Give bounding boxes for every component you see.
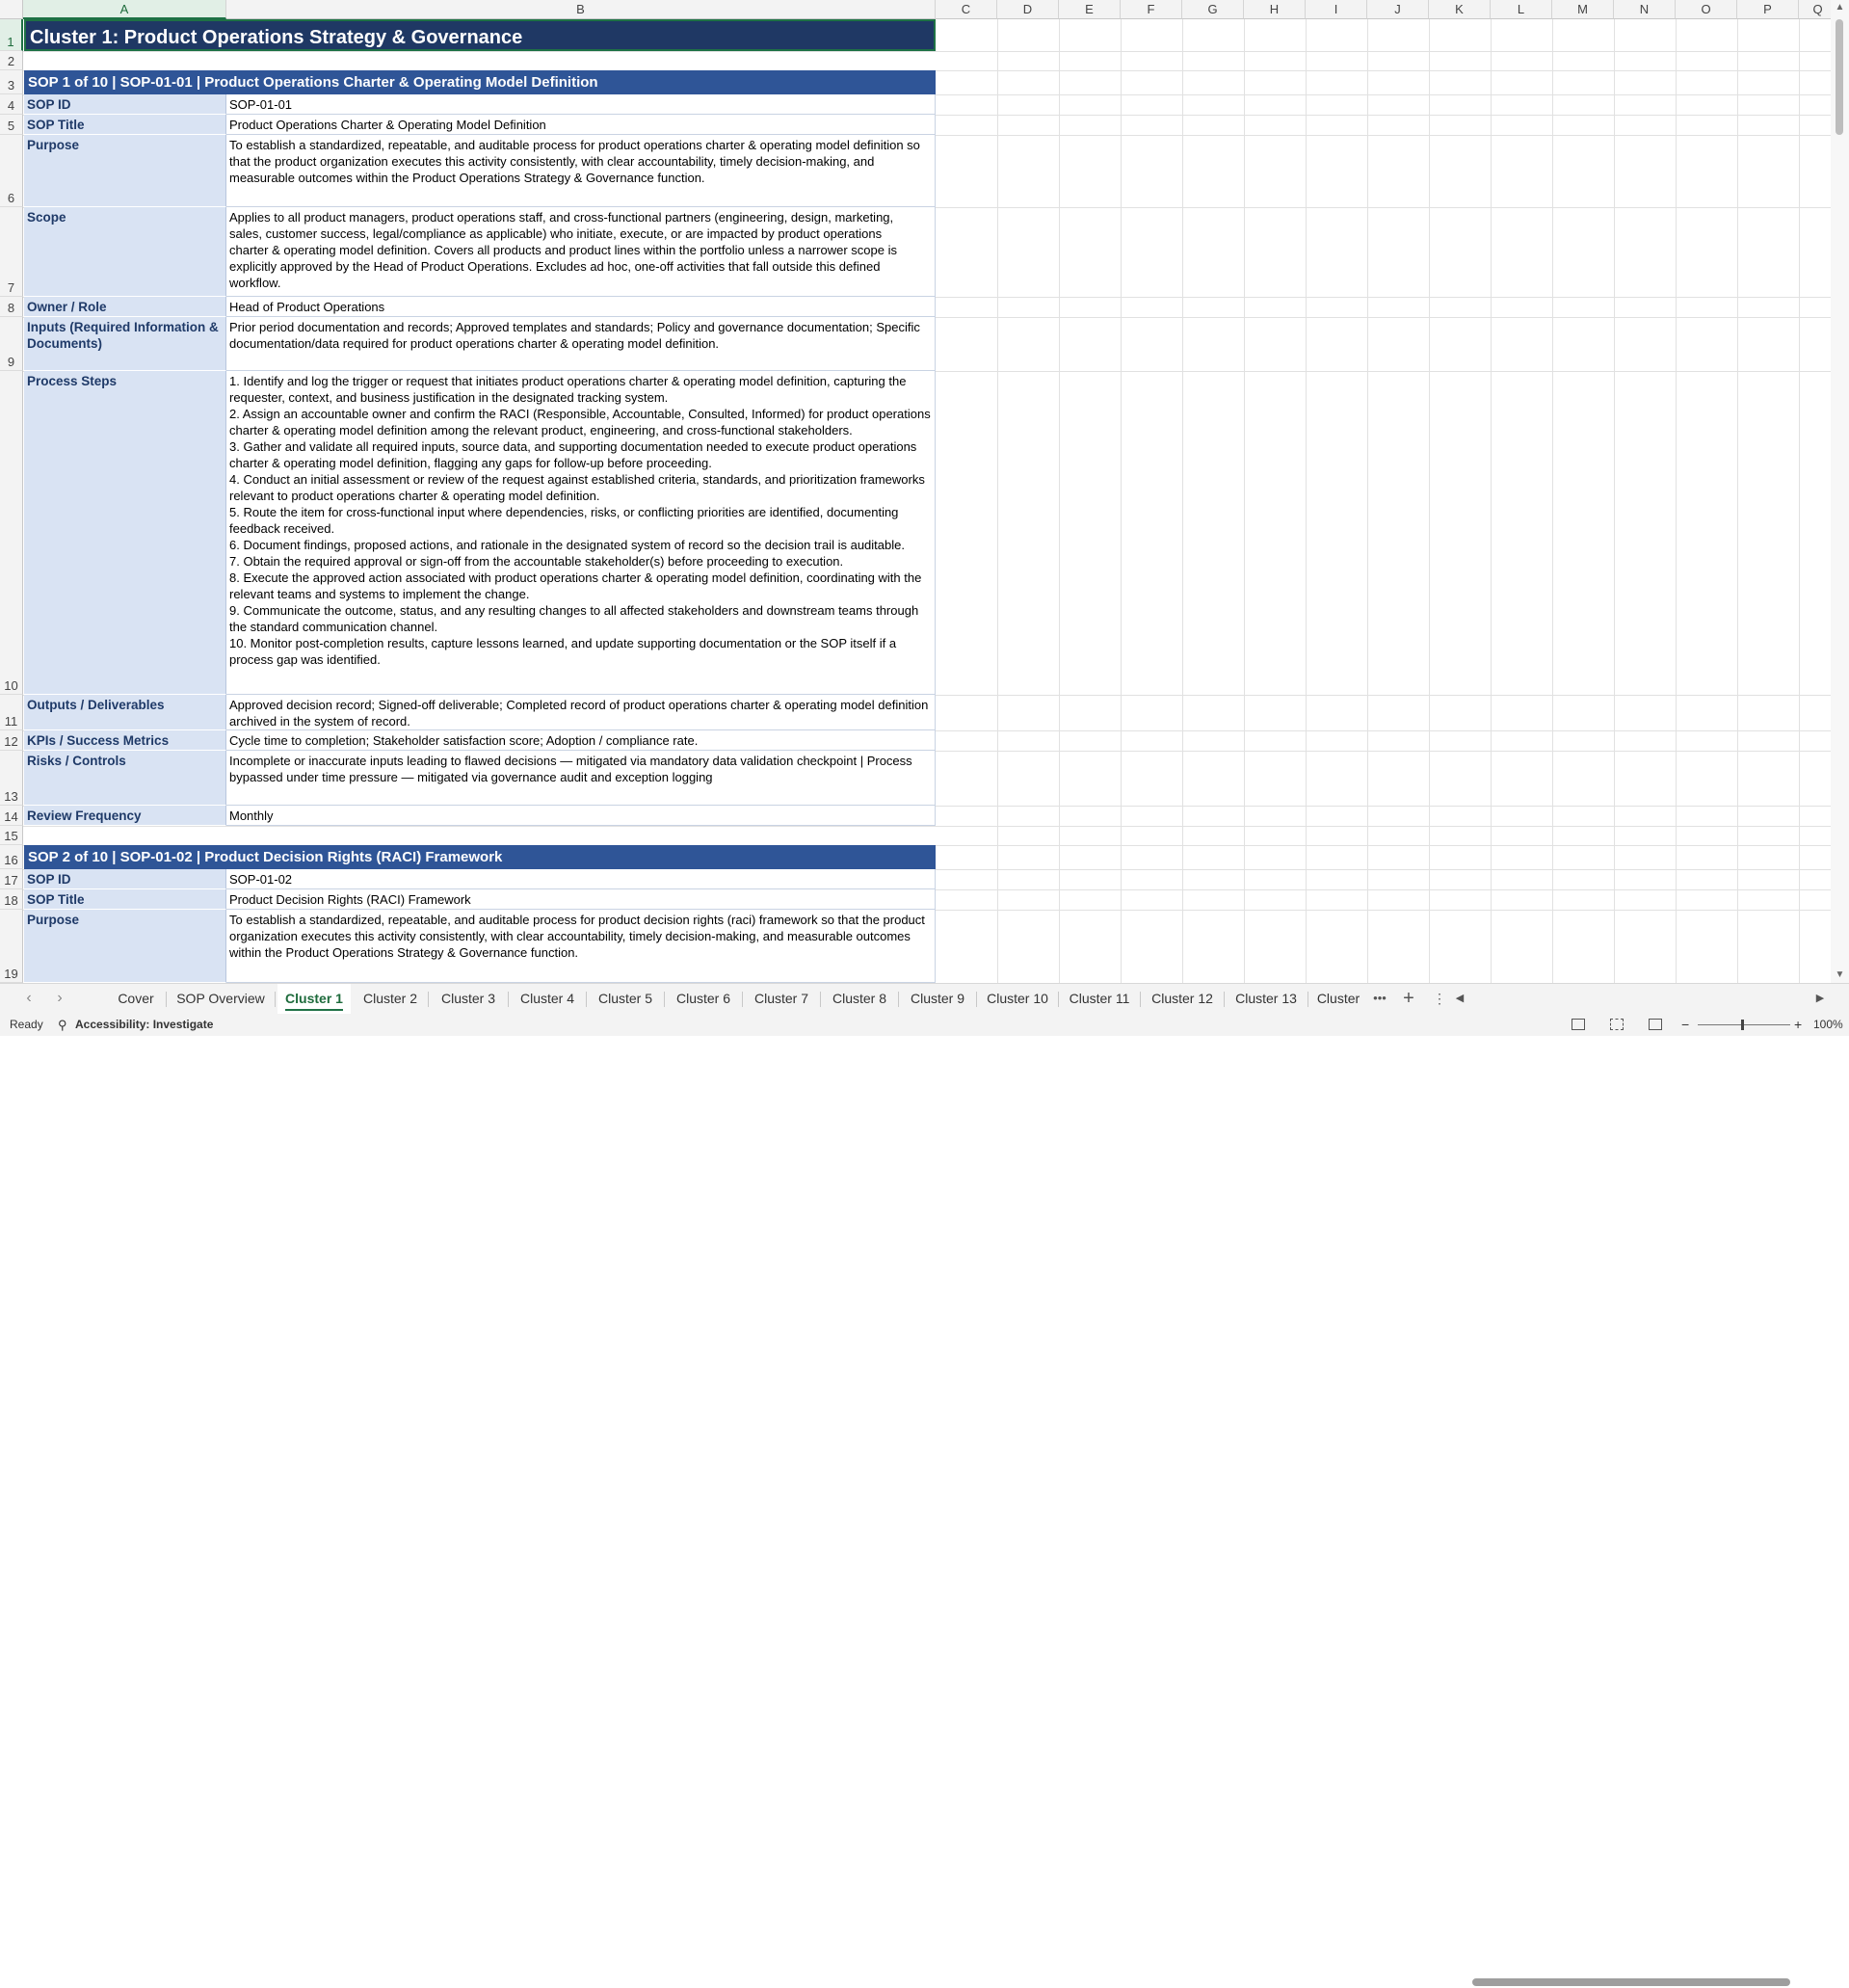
field-value-cell[interactable]: SOP-01-02 xyxy=(226,869,936,889)
sheet-tab-bar xyxy=(0,983,1849,1014)
gridline xyxy=(1799,19,1800,983)
status-bar xyxy=(0,1014,1849,1036)
column-header-i[interactable]: I xyxy=(1306,0,1367,19)
field-value-cell[interactable]: SOP-01-01 xyxy=(226,94,936,115)
gridline xyxy=(1121,19,1122,983)
accessibility-status[interactable]: Accessibility: Investigate xyxy=(75,1018,214,1031)
sheet-tab-cluster-9[interactable]: Cluster 9 xyxy=(910,991,965,1006)
gridline xyxy=(1737,19,1738,983)
row-header-10[interactable]: 10 xyxy=(0,371,23,695)
zoom-in-button[interactable]: + xyxy=(1794,1017,1803,1032)
field-label-cell[interactable]: Outputs / Deliverables xyxy=(24,695,226,730)
more-tabs-icon[interactable]: ••• xyxy=(1373,991,1387,1005)
row-header-12[interactable]: 12 xyxy=(0,730,23,751)
row-header-6[interactable]: 6 xyxy=(0,135,23,207)
column-header-n[interactable]: N xyxy=(1614,0,1676,19)
field-value-cell[interactable]: Product Decision Rights (RACI) Framework xyxy=(226,889,936,910)
zoom-slider-thumb[interactable] xyxy=(1741,1020,1744,1030)
gridline xyxy=(23,51,1831,52)
sheet-tab-cluster-8[interactable]: Cluster 8 xyxy=(832,991,887,1006)
column-header-g[interactable]: G xyxy=(1182,0,1244,19)
field-label-cell[interactable]: Process Steps xyxy=(24,371,226,695)
column-header-h[interactable]: H xyxy=(1244,0,1306,19)
sop-header-cell[interactable]: SOP 1 of 10 | SOP-01-01 | Product Operations Charter & Operating Model Definition xyxy=(24,70,936,94)
field-value-cell[interactable]: Head of Product Operations xyxy=(226,297,936,317)
zoom-slider-track[interactable] xyxy=(1698,1024,1790,1025)
page-layout-view-icon[interactable] xyxy=(1610,1019,1624,1030)
scroll-down-icon[interactable]: ▼ xyxy=(1835,969,1845,980)
column-header-d[interactable]: D xyxy=(997,0,1059,19)
field-label-cell[interactable]: SOP Title xyxy=(24,115,226,135)
gridline xyxy=(1429,19,1430,983)
field-label-cell[interactable]: SOP ID xyxy=(24,869,226,889)
sheet-tab-cluster-2[interactable]: Cluster 2 xyxy=(362,991,418,1006)
gridline xyxy=(1367,19,1368,983)
gridline xyxy=(1306,19,1307,983)
column-header-o[interactable]: O xyxy=(1676,0,1737,19)
accessibility-icon[interactable]: ⚲ xyxy=(58,1018,67,1032)
sheet-tab-cluster-12[interactable]: Cluster 12 xyxy=(1151,991,1213,1006)
sheet-options-icon[interactable]: ⋮ xyxy=(1433,991,1446,1006)
zoom-out-button[interactable]: − xyxy=(1681,1017,1690,1032)
previous-sheet-icon[interactable]: ‹ xyxy=(26,990,32,1006)
field-label-cell[interactable]: Review Frequency xyxy=(24,806,226,826)
field-value-cell[interactable]: Monthly xyxy=(226,806,936,826)
field-label-cell[interactable]: Purpose xyxy=(24,135,226,207)
field-value-cell[interactable]: Product Operations Charter & Operating Model Definition xyxy=(226,115,936,135)
row-header-13[interactable]: 13 xyxy=(0,751,23,806)
row-header-15[interactable]: 15 xyxy=(0,826,23,845)
gridline xyxy=(23,826,1831,827)
field-value-cell[interactable]: Prior period documentation and records; Approved templates and standards; Policy and governance documentation; Specific documentation/data required for product operations charter & operating model definition. xyxy=(226,317,936,371)
sheet-tab-cover[interactable]: Cover xyxy=(118,991,154,1006)
zoom-level[interactable]: 100% xyxy=(1813,1018,1843,1031)
scroll-up-icon[interactable]: ▲ xyxy=(1835,2,1845,13)
sheet-tab-sop-overview[interactable]: SOP Overview xyxy=(176,991,265,1006)
tab-divider xyxy=(275,992,276,1007)
gridline xyxy=(1182,19,1183,983)
column-header-a[interactable]: A xyxy=(23,0,226,19)
field-value-cell[interactable]: Incomplete or inaccurate inputs leading to flawed decisions — mitigated via mandatory data validation checkpoint | Process bypassed under time pressure — mitigated via governance audit and exception logging xyxy=(226,751,936,806)
column-header-f[interactable]: F xyxy=(1121,0,1182,19)
spreadsheet-grid[interactable] xyxy=(0,0,1831,983)
gridline xyxy=(1491,19,1492,983)
sheet-tab-cluster-partial[interactable]: Cluster xyxy=(1316,991,1360,1006)
select-all-corner[interactable] xyxy=(0,0,23,19)
status-ready: Ready xyxy=(10,1018,43,1031)
gridline xyxy=(1244,19,1245,983)
row-header-1[interactable]: 1 xyxy=(0,19,23,51)
row-header-5[interactable]: 5 xyxy=(0,115,23,135)
column-header-m[interactable]: M xyxy=(1552,0,1614,19)
field-label-cell[interactable]: Owner / Role xyxy=(24,297,226,317)
row-header-3[interactable]: 3 xyxy=(0,70,23,94)
field-label-cell[interactable]: KPIs / Success Metrics xyxy=(24,730,226,751)
horizontal-scroll-thumb[interactable] xyxy=(1472,1978,1790,1986)
gridline xyxy=(1059,19,1060,983)
gridline xyxy=(1614,19,1615,983)
field-label-cell[interactable]: Inputs (Required Information & Documents) xyxy=(24,317,226,371)
row-header-7[interactable]: 7 xyxy=(0,207,23,297)
scroll-right-icon[interactable]: ▶ xyxy=(1815,993,1825,1004)
scroll-left-icon[interactable]: ◀ xyxy=(1455,993,1465,1004)
normal-view-icon[interactable] xyxy=(1572,1019,1585,1030)
row-header-9[interactable]: 9 xyxy=(0,317,23,371)
column-header-b[interactable]: B xyxy=(226,0,936,19)
row-header-18[interactable]: 18 xyxy=(0,889,23,910)
sheet-tab-cluster-1[interactable]: Cluster 1 xyxy=(277,984,351,1014)
row-header-2[interactable]: 2 xyxy=(0,51,23,70)
sheet-tab-cluster-3[interactable]: Cluster 3 xyxy=(440,991,496,1006)
sheet-tab-cluster-10[interactable]: Cluster 10 xyxy=(987,991,1048,1006)
gridline xyxy=(997,19,998,983)
column-header-q[interactable]: Q xyxy=(1799,0,1831,19)
page-break-view-icon[interactable] xyxy=(1649,1019,1662,1030)
row-header-11[interactable]: 11 xyxy=(0,695,23,730)
add-sheet-icon[interactable]: + xyxy=(1403,988,1414,1009)
column-header-c[interactable]: C xyxy=(936,0,997,19)
field-label-cell[interactable]: SOP Title xyxy=(24,889,226,910)
row-header-19[interactable]: 19 xyxy=(0,910,23,983)
field-value-cell[interactable]: To establish a standardized, repeatable, and auditable process for product operations charter & operating model definition so that the product organization executes this activity consistently, with clear accountability, timely decision-making, and measurable outcomes within the Product Operations Strategy & Governance function. xyxy=(226,135,936,207)
gridline xyxy=(1676,19,1677,983)
row-header-4[interactable]: 4 xyxy=(0,94,23,115)
field-label-cell[interactable]: Risks / Controls xyxy=(24,751,226,806)
sheet-tab-cluster-5[interactable]: Cluster 5 xyxy=(597,991,653,1006)
field-value-cell[interactable]: To establish a standardized, repeatable, and auditable process for product decision rights (raci) framework so that the product organization executes this activity consistently, with clear accountability, timely decision-making, and measurable outcomes within the Product Operations Strategy & Governance function. xyxy=(226,910,936,983)
row-header-8[interactable]: 8 xyxy=(0,297,23,317)
column-header-p[interactable]: P xyxy=(1737,0,1799,19)
field-value-cell[interactable]: 1. Identify and log the trigger or request that initiates product operations charter & operating model definition, capturing the requester, context, and business justification in the designated tracking system. 2. Assign an accountable owner and confirm the RACI (Responsible, Accountable, Consulted, Informed) for product operations charter & operating model definition among the relevant product, engineering, and cross-functional stakeholders. 3. Gather and validate all required inputs, source data, and supporting documentation needed to execute product operations charter & operating model definition, flagging any gaps for follow-up before proceeding. 4. Conduct an initial assessment or review of the request against established criteria, standards, and prioritization frameworks relevant to product operations charter & operating model definition. 5. Route the item for cross-functional input where dependencies, risks, or conflicting priorities are identified, documenting feedback received. 6. Document findings, proposed actions, and rationale in the designated system of record so the decision trail is auditable. 7. Obtain the required approval or sign-off from the accountable stakeholder(s) before proceeding to execution. 8. Execute the approved action associated with product operations charter & operating model definition, coordinating with the relevant teams and systems to implement the change. 9. Communicate the outcome, status, and any resulting changes to all affected stakeholders and downstream teams through the standard communication channel. 10. Monitor post-completion results, capture lessons learned, and update supporting documentation or the SOP itself if a process gap was identified. xyxy=(226,371,936,695)
sheet-tab-cluster-11[interactable]: Cluster 11 xyxy=(1069,991,1130,1006)
vertical-scrollbar[interactable] xyxy=(1831,0,1849,983)
next-sheet-icon[interactable]: › xyxy=(57,990,63,1006)
field-value-cell[interactable]: Approved decision record; Signed-off deliverable; Completed record of product operations charter & operating model definition archived in the system of record. xyxy=(226,695,936,730)
sop-header-cell[interactable]: SOP 2 of 10 | SOP-01-02 | Product Decision Rights (RACI) Framework xyxy=(24,845,936,869)
field-value-cell[interactable]: Cycle time to completion; Stakeholder satisfaction score; Adoption / compliance rate. xyxy=(226,730,936,751)
row-header-16[interactable]: 16 xyxy=(0,845,23,869)
column-header-e[interactable]: E xyxy=(1059,0,1121,19)
field-label-cell[interactable]: Scope xyxy=(24,207,226,297)
vertical-scroll-thumb[interactable] xyxy=(1836,19,1843,135)
row-header-17[interactable]: 17 xyxy=(0,869,23,889)
sheet-tab-cluster-7[interactable]: Cluster 7 xyxy=(753,991,809,1006)
row-header-14[interactable]: 14 xyxy=(0,806,23,826)
column-header-j[interactable]: J xyxy=(1367,0,1429,19)
column-header-k[interactable]: K xyxy=(1429,0,1491,19)
column-header-l[interactable]: L xyxy=(1491,0,1552,19)
sheet-tab-cluster-4[interactable]: Cluster 4 xyxy=(519,991,575,1006)
field-label-cell[interactable]: Purpose xyxy=(24,910,226,983)
field-label-cell[interactable]: SOP ID xyxy=(24,94,226,115)
gridline xyxy=(1552,19,1553,983)
sheet-title-cell[interactable]: Cluster 1: Product Operations Strategy & Governance xyxy=(24,19,936,51)
field-value-cell[interactable]: Applies to all product managers, product operations staff, and cross-functional partners (engineering, design, marketing, sales, customer success, legal/compliance as applicable) who initiate, execute, or are impacted by product operations charter & operating model definition. Covers all products and product lines within the portfolio unless a narrower scope is explicitly approved by the Head of Product Operations. Excludes ad hoc, one-off activities that fall outside this defined workflow. xyxy=(226,207,936,297)
horizontal-scrollbar[interactable] xyxy=(1463,1976,1811,1988)
sheet-tab-cluster-13[interactable]: Cluster 13 xyxy=(1235,991,1297,1006)
sheet-tab-cluster-6[interactable]: Cluster 6 xyxy=(675,991,731,1006)
